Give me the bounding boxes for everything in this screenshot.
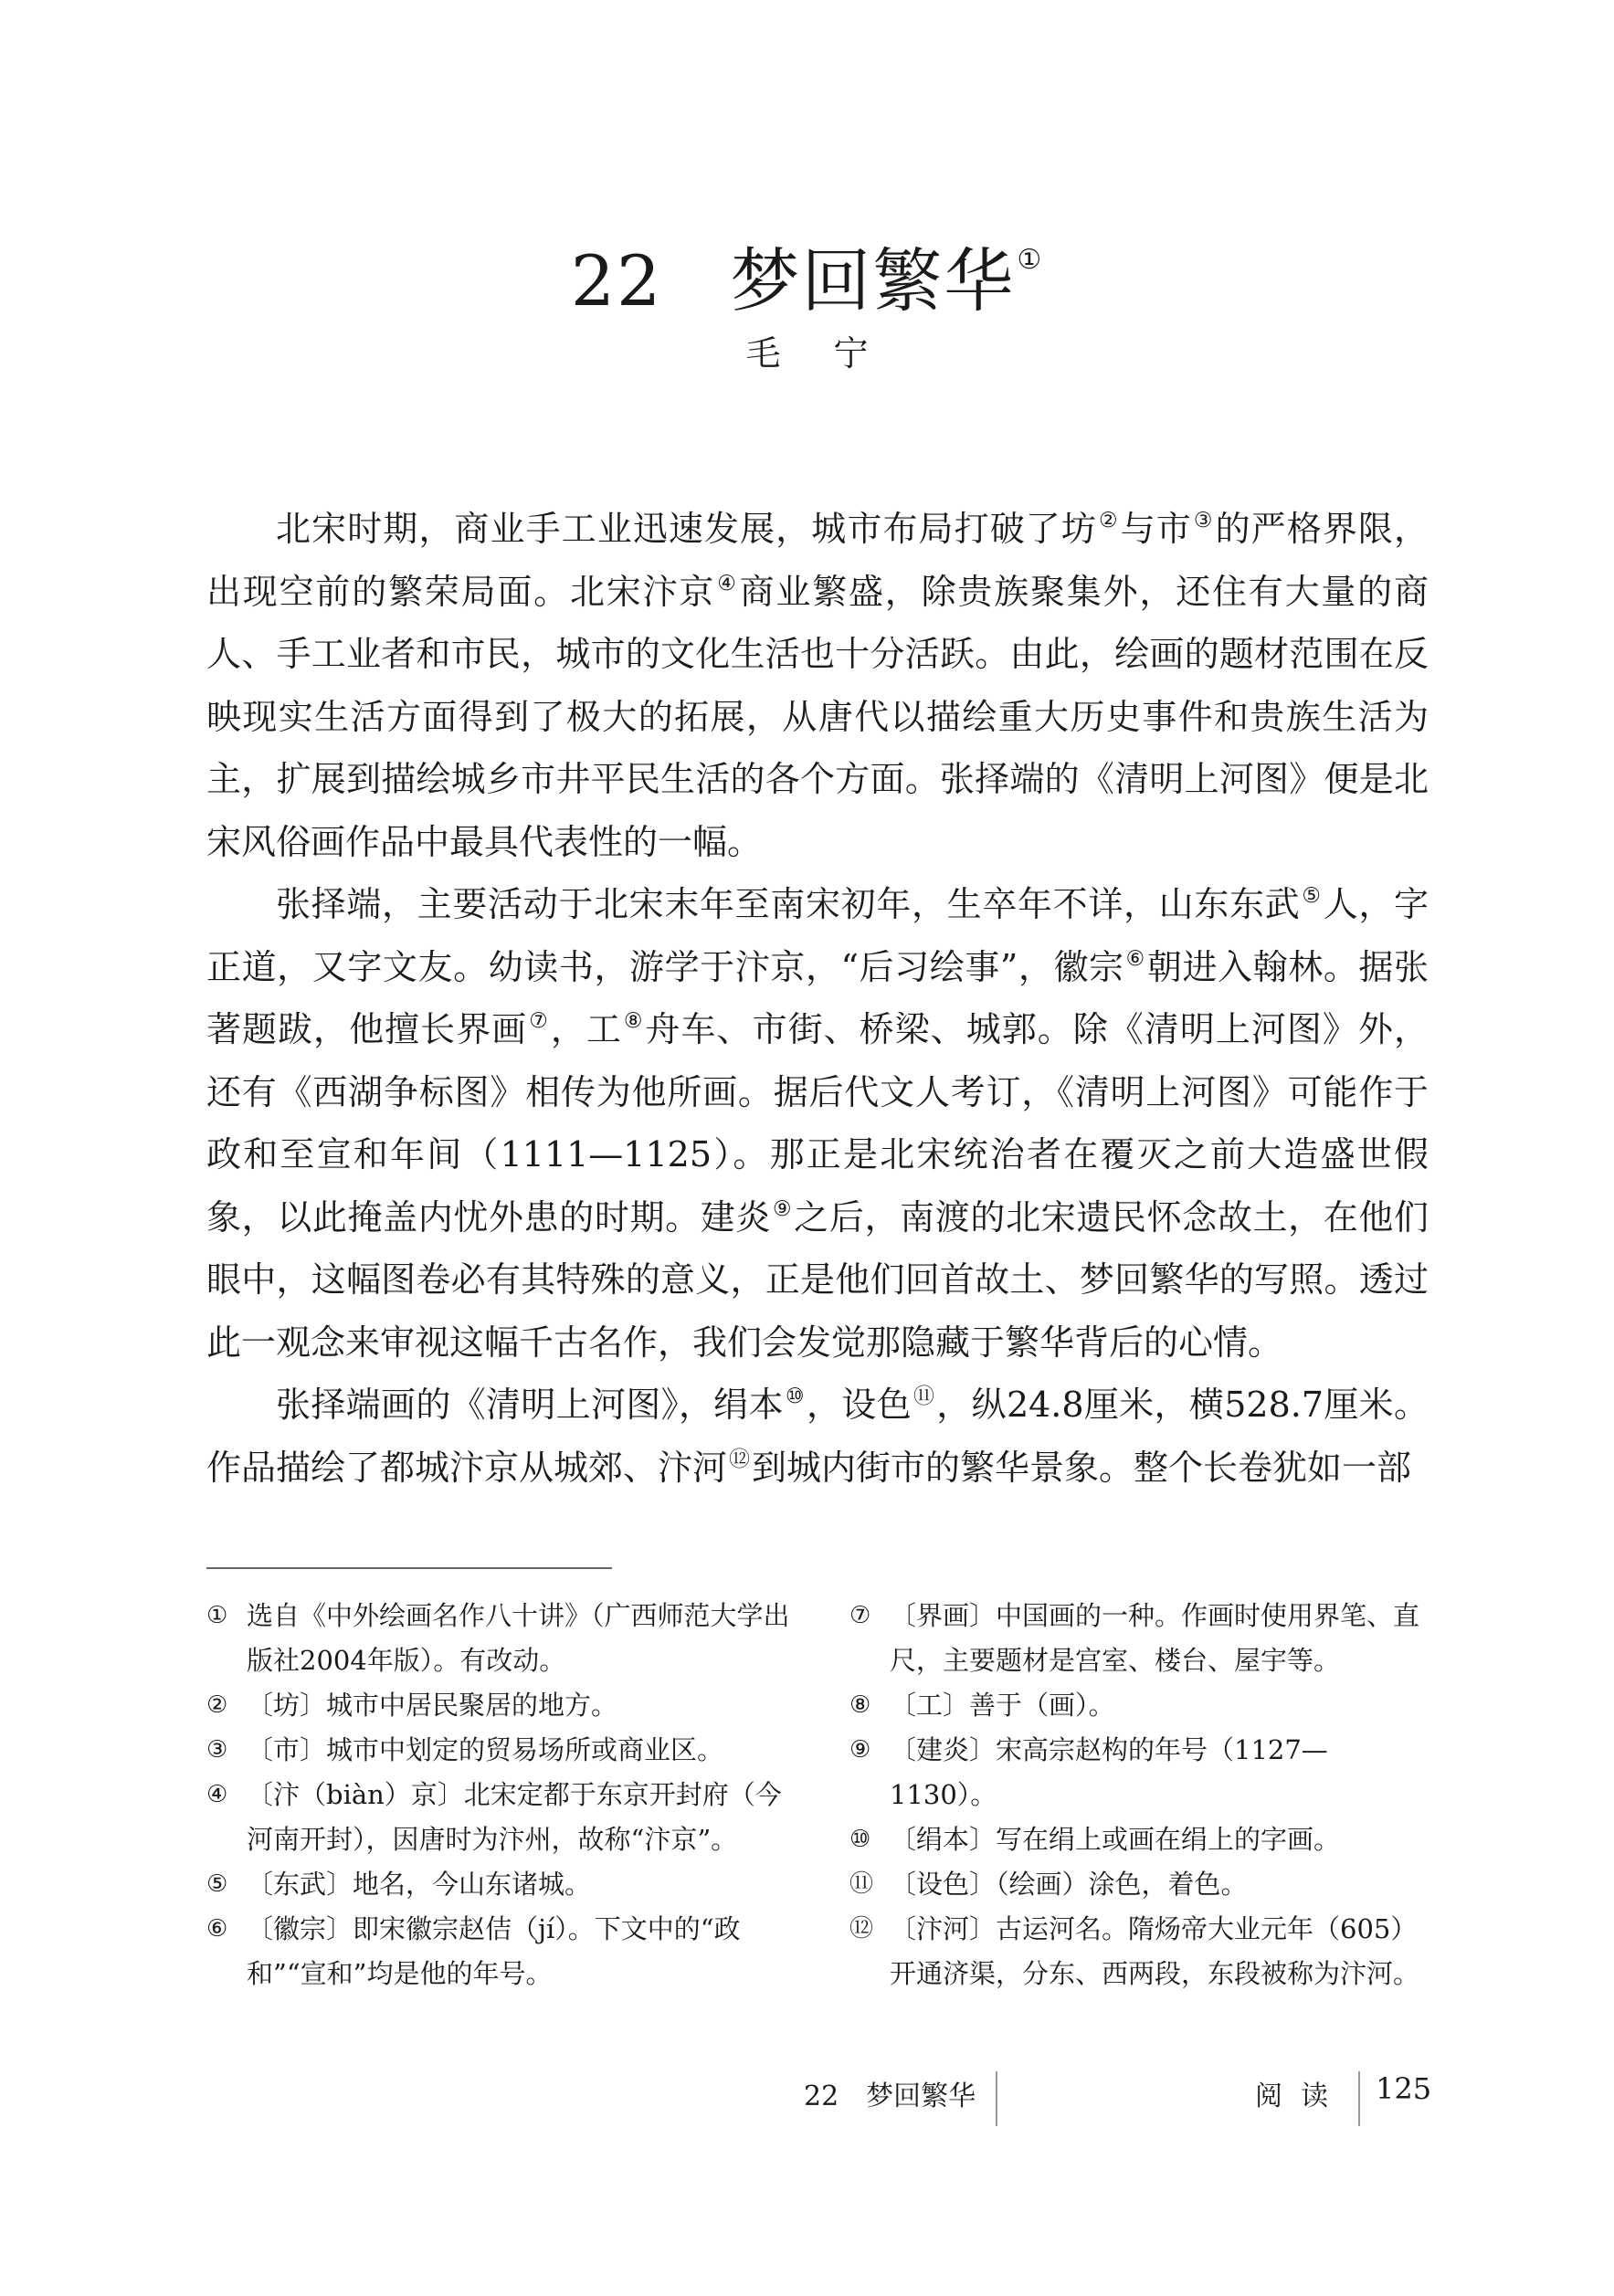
paragraph: [206, 1374, 1429, 1499]
footnote-reference[interactable]: ⑨: [773, 1196, 793, 1221]
page-number: 125: [1376, 2071, 1432, 2106]
footnote-text: 〔东武〕地名，今山东诸城。: [247, 1869, 592, 1900]
footnote-text: 〔绢本〕写在绢上或画在绢上的字画。: [890, 1824, 1341, 1855]
footnote-reference[interactable]: ⑥: [1125, 946, 1145, 971]
title-footnote-mark[interactable]: ①: [1017, 243, 1044, 276]
footnote-reference[interactable]: ⑤: [1302, 884, 1322, 908]
footnote: [206, 1907, 791, 1996]
footnotes-right-column: [849, 1594, 1434, 1996]
footnote-number: ⑩: [849, 1826, 871, 1853]
paragraph-text: ，纵24.8厘米，横528.7厘米。作品描绘了都城汴京从城郊、汴河: [206, 1385, 1429, 1488]
footer-divider: [996, 2071, 997, 2126]
footnote: [849, 1683, 1434, 1728]
footnote-text: 〔汴（biàn）京〕北宋定都于东京开封府（今河南开封），因唐时为汴州，故称“汴京”。: [247, 1779, 782, 1855]
footnote-text: 〔设色〕（绘画）涂色，着色。: [890, 1869, 1248, 1900]
footnote-text: 〔市〕城市中划定的贸易场所或商业区。: [247, 1734, 724, 1765]
footnote-reference[interactable]: ②: [1098, 509, 1119, 532]
lesson-number: 22: [570, 239, 663, 321]
footnote-number: ⑪: [849, 1870, 874, 1898]
footnote-reference[interactable]: ⑦: [529, 1009, 549, 1033]
paragraph-text: ，设色: [806, 1385, 912, 1425]
footnote-text: 〔工〕善于（画）。: [890, 1690, 1115, 1721]
paragraph: [206, 873, 1429, 1374]
article-body: [206, 498, 1429, 1499]
footnote-text: 〔汴河〕古运河名。隋炀帝大业元年（605）开通济渠，分东、西两段，东段被称为汴河。: [890, 1913, 1420, 1989]
footnote: [849, 1907, 1434, 1996]
footnote-text: 〔建炎〕宋高宗赵构的年号（1127—1130）。: [890, 1734, 1328, 1810]
page-footer: [0, 2071, 1614, 2122]
paragraph-text: 的严格界限，出现空前的繁荣局面。北宋汴京: [206, 509, 1429, 612]
paragraph: [206, 498, 1429, 873]
footer-section-name: 阅读: [1255, 2080, 1346, 2112]
footnote-text: 〔坊〕城市中居民聚居的地方。: [247, 1690, 618, 1721]
footnote: [206, 1683, 791, 1728]
footer-divider: [1358, 2071, 1360, 2126]
paragraph-text: 朝进入翰林。据张著题跋，他擅长界画: [206, 946, 1429, 1049]
footnote-text: 〔徽宗〕即宋徽宗赵佶（jí）。下文中的“政和”“宣和”均是他的年号。: [247, 1913, 741, 1989]
footnote-reference[interactable]: ⑩: [785, 1385, 805, 1408]
footnote-reference[interactable]: ⑫: [729, 1447, 751, 1471]
footnote-reference[interactable]: ⑧: [623, 1009, 644, 1033]
paragraph-text: 张择端，主要活动于北宋末年至南宋初年，生卒年不详，山东东武: [276, 884, 1301, 924]
author: 毛宁: [745, 333, 922, 374]
title-text: 梦回繁华: [730, 239, 1016, 321]
footnote-text: 选自《中外绘画名作八十讲》（广西师范大学出版社2004年版）。有改动。: [247, 1600, 790, 1676]
paragraph-text: 到城内街市的繁华景象。整个长卷犹如一部: [752, 1447, 1412, 1488]
paragraph-text: 舟车、市街、桥梁、城郭。除《清明上河图》外，还有《西湖争标图》相传为他所画。据后代文人考订，《清明上河图》可能作于政和至宣和年间（1111—1125）。那正是北宋统治者在覆灭之前大造盛世假象，以此掩盖内忧外患的时期。建炎: [206, 1009, 1429, 1238]
footnote-number: ⑫: [849, 1915, 874, 1943]
footnotes-left-column: [206, 1594, 791, 1996]
paragraph-text: 张择端画的《清明上河图》，绢本: [276, 1385, 784, 1425]
footnote-divider: [206, 1567, 612, 1569]
footnote-number: ②: [206, 1691, 228, 1719]
footnote: [849, 1728, 1434, 1817]
footnote-number: ⑦: [849, 1602, 871, 1629]
footnote: [849, 1862, 1434, 1907]
footnote-reference[interactable]: ④: [717, 571, 738, 595]
footnote-number: ⑧: [849, 1691, 871, 1719]
paragraph-text: ，工: [550, 1009, 622, 1049]
paragraph-text: 商业繁盛，除贵族聚集外，还住有大量的商人、手工业者和市民，城市的文化生活也十分活跃。由此，绘画的题材范围在反映现实生活方面得到了极大的拓展，从唐代以描绘重大历史事件和贵族生活为主，扩展到描绘城乡市井平民生活的各个方面。张择端的《清明上河图》便是北宋风俗画作品中最具代表性的一幅。: [206, 571, 1429, 862]
paragraph-text: 北宋时期，商业手工业迅速发展，城市布局打破了坊: [276, 509, 1097, 549]
footnote: [206, 1773, 791, 1862]
footer-chapter-title: 22 梦回繁华: [804, 2080, 976, 2112]
footnote: [206, 1862, 791, 1907]
footnote-text: 〔界画〕中国画的一种。作画时使用界笔、直尺，主要题材是宫室、楼台、屋宇等。: [890, 1600, 1420, 1676]
paragraph-text: 人，字正道，又字文友。幼读书，游学于汴京，“后习绘事”，徽宗: [206, 884, 1429, 987]
footnote-number: ⑤: [206, 1870, 228, 1898]
page-title: [0, 226, 1614, 325]
footnote-reference[interactable]: ③: [1193, 509, 1214, 532]
footnote: [206, 1594, 791, 1683]
paragraph-text: 之后，南渡的北宋遗民怀念故土，在他们眼中，这幅图卷必有其特殊的意义，正是他们回首故土、梦回繁华的写照。透过此一观念来审视这幅千古名作，我们会发觉那隐藏于繁华背后的心情。: [206, 1196, 1429, 1363]
paragraph-text: 与市: [1120, 509, 1192, 549]
footnote-number: ③: [206, 1736, 228, 1764]
footnote: [849, 1594, 1434, 1683]
footnote-number: ⑨: [849, 1736, 871, 1764]
footnote-number: ④: [206, 1781, 228, 1808]
footnote: [206, 1728, 791, 1773]
footnote-reference[interactable]: ⑪: [912, 1385, 935, 1408]
footnote-number: ①: [206, 1602, 228, 1629]
footnote: [849, 1817, 1434, 1862]
footnote-number: ⑥: [206, 1915, 228, 1943]
